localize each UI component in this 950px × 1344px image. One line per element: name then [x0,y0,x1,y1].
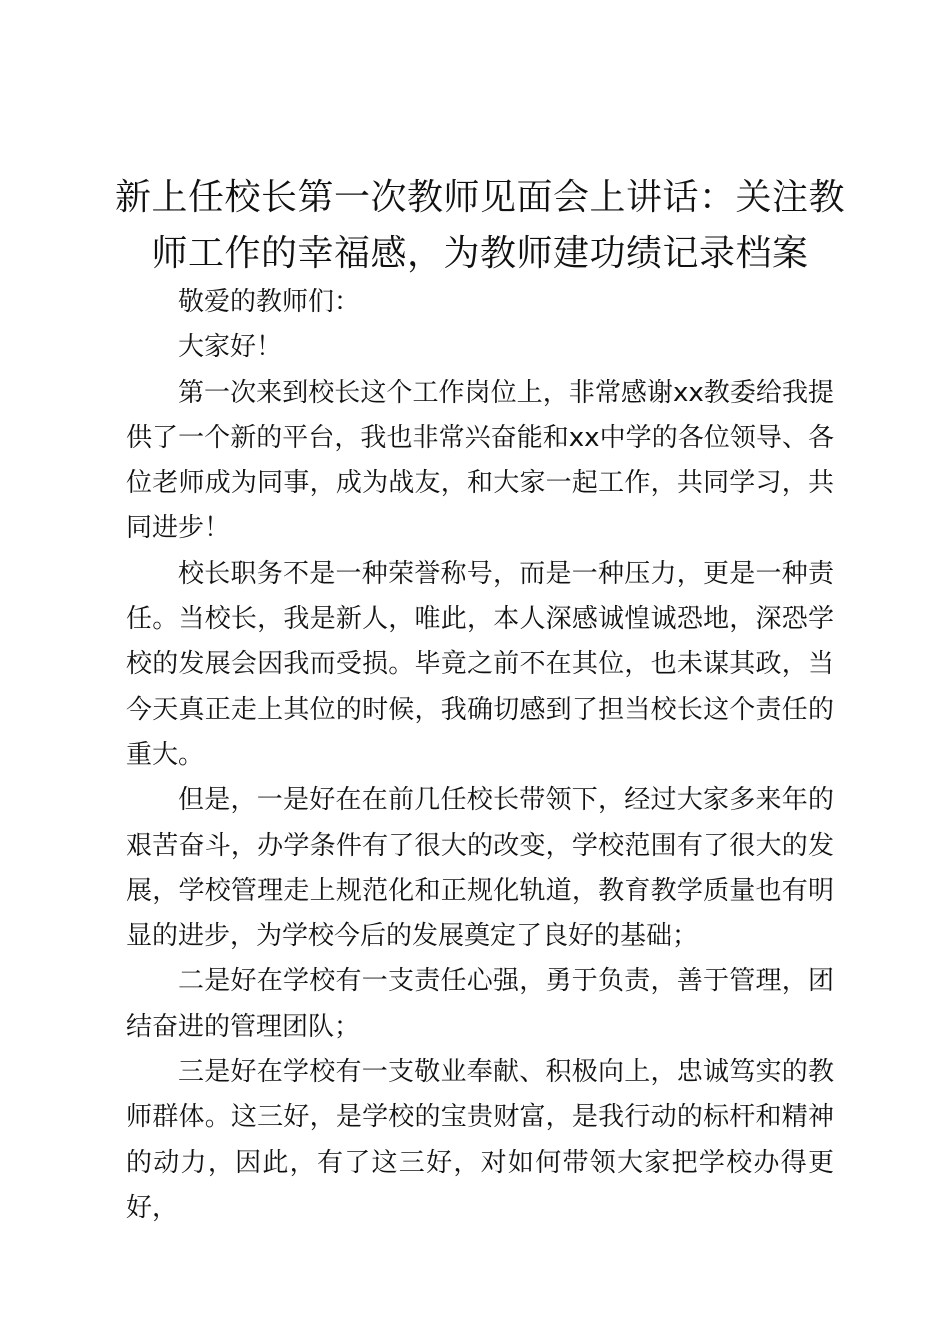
paragraph: 校长职务不是一种荣誉称号，而是一种压力，更是一种责任。当校长，我是新人，唯此，本人深感诚惶诚恐地，深恐学校的发展会因我而受损。毕竟之前不在其位，也未谋其政，当今天真正走上其位的时候，我确切感到了担当校长这个责任的重大。 [126,558,834,770]
document-body [126,280,834,1231]
paragraph: 三是好在学校有一支敬业奉献、积极向上，忠诚笃实的教师群体。这三好，是学校的宝贵财富，是我行动的标杆和精神的动力，因此，有了这三好，对如何带领大家把学校办得更好， [126,1057,834,1223]
paragraph: 第一次来到校长这个工作岗位上，非常感谢xx教委给我提供了一个新的平台，我也非常兴奋能和xx中学的各位领导、各位老师成为同事，成为战友，和大家一起工作，共同学习，共同进步！ [126,377,834,544]
paragraph-greeting: 大家好！ [178,332,283,363]
paragraph-salutation: 敬爱的教师们： [178,287,361,317]
document-title: 新上任校长第一次教师见面会上讲话：关注教师工作的幸福感，为教师建功绩记录档案 [114,177,845,274]
paragraph: 二是好在学校有一支责任心强，勇于负责，善于管理，团结奋进的管理团队； [126,966,834,1042]
paragraph: 但是，一是好在在前几任校长带领下，经过大家多来年的艰苦奋斗，办学条件有了很大的改变，学校范围有了很大的发展，学校管理走上规范化和正规化轨道，教育教学质量也有明显的进步，为学校今后的发展奠定了良好的基础； [126,785,834,952]
